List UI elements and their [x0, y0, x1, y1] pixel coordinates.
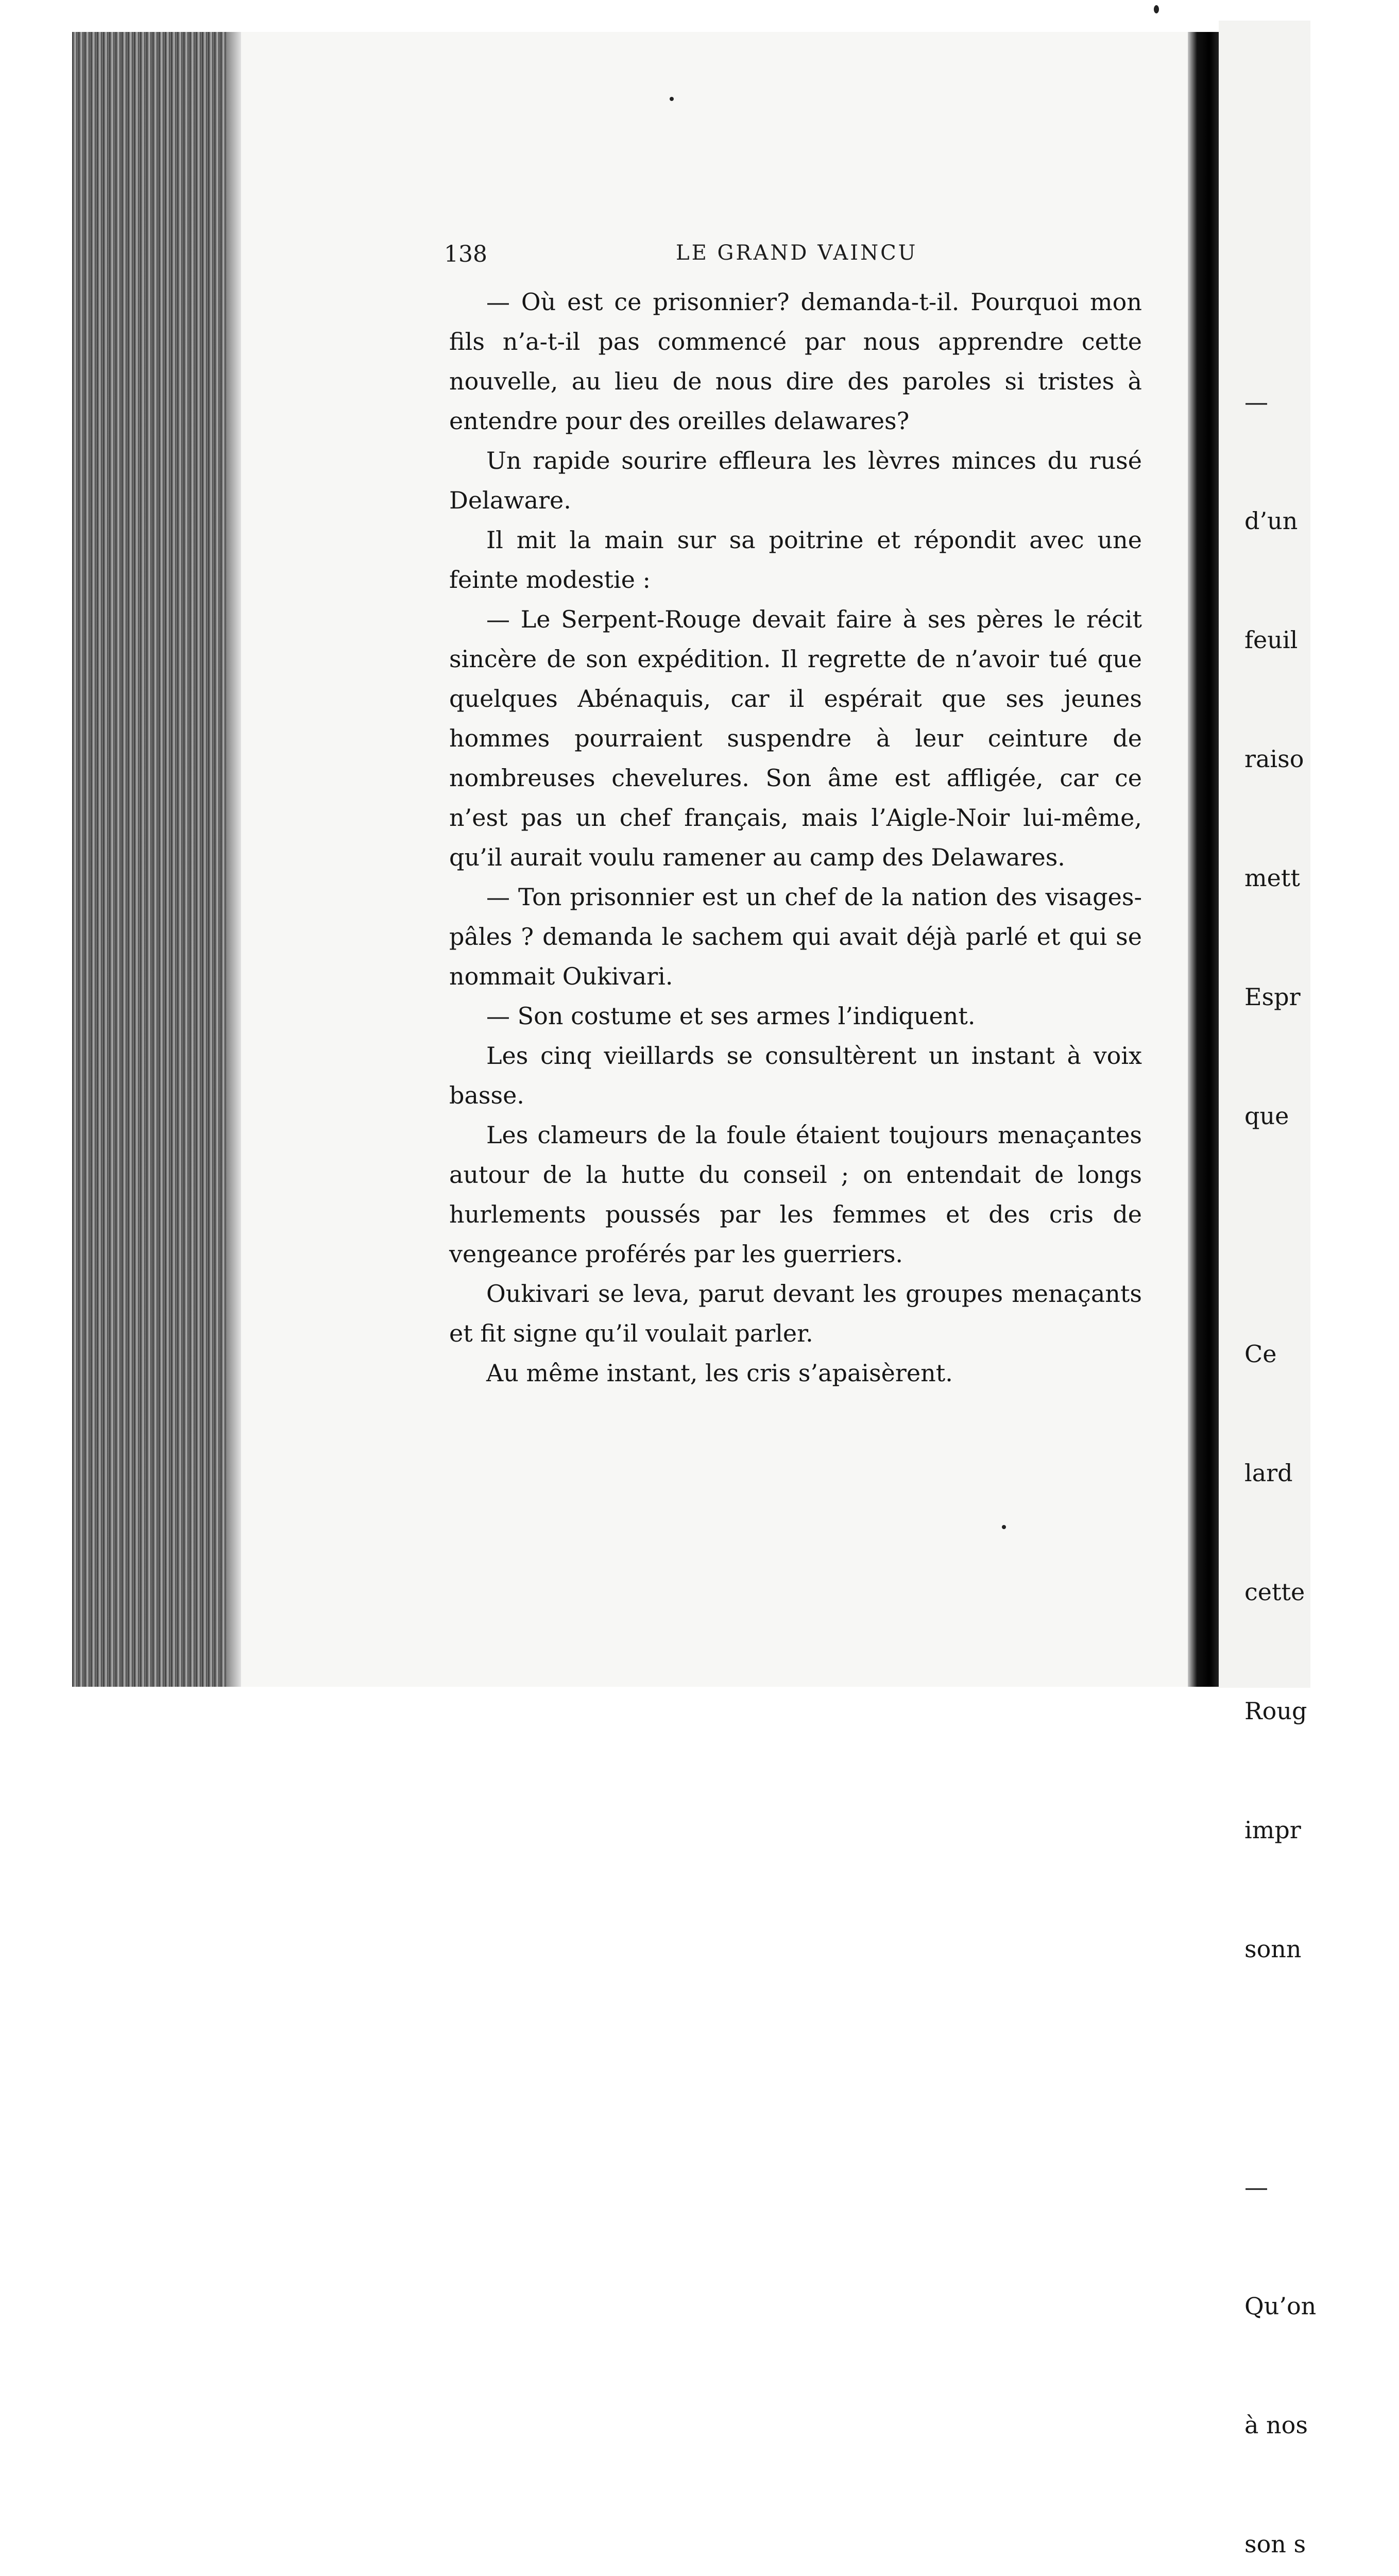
paragraph: — Son costume et ses armes l’indiquent. [486, 1002, 976, 1030]
facing-line: Espr [1244, 983, 1301, 1011]
scan-speck [1002, 1525, 1006, 1529]
facing-line: raiso [1244, 745, 1304, 773]
book-page-edges [72, 32, 237, 1687]
paragraph: — Où est ce prisonnier? demanda-t-il. Pourquoi mon fils n’a-t-il pas commencé par nous apprendre cette nouvelle, au lieu de nous dire des paroles si tristes à entendre pour des oreilles delawares? [449, 288, 1142, 435]
facing-line: que [1244, 1102, 1289, 1130]
facing-line: à nos [1244, 2411, 1308, 2439]
facing-page [1219, 21, 1317, 2558]
facing-line: Roug [1244, 1697, 1307, 1725]
facing-line [1244, 1215, 1399, 1255]
facing-line: lard [1244, 1459, 1293, 1487]
facing-line: d’un [1244, 507, 1298, 535]
facing-page-text [1244, 303, 1399, 2576]
paragraph: Un rapide sourire effleura les lèvres minces du rusé Delaware. [449, 447, 1142, 514]
facing-line: feuil [1244, 626, 1298, 654]
facing-line: son s [1244, 2530, 1306, 2558]
facing-line: cette [1244, 1578, 1305, 1606]
paragraph: Au même instant, les cris s’apaisèrent. [486, 1359, 953, 1387]
page-edge-shadow [227, 32, 242, 1687]
running-head [444, 241, 1155, 272]
facing-line: mett [1244, 864, 1300, 892]
facing-line: — [1244, 2173, 1268, 2201]
paragraph: Il mit la main sur sa poitrine et répondit avec une feinte modestie : [449, 526, 1142, 594]
facing-line: impr [1244, 1816, 1301, 1844]
facing-line: Ce [1244, 1340, 1277, 1368]
facing-line: sonn [1244, 1935, 1302, 1963]
running-head-title: LE GRAND VAINCU [676, 241, 918, 265]
scan-speck [670, 97, 674, 101]
facing-line [1244, 2048, 1399, 2088]
paragraph: Les clameurs de la foule étaient toujours menaçantes autour de la hutte du conseil ; on entendait de longs hurlements poussés par les femmes et des cris de vengeance proférés par les guerriers. [449, 1121, 1142, 1268]
paragraph: Oukivari se leva, parut devant les groupes menaçants et fit signe qu’il voulait parler. [449, 1280, 1142, 1347]
paragraph: Les cinq vieillards se consultèrent un instant à voix basse. [449, 1042, 1142, 1109]
book-spine-gutter [1188, 32, 1219, 1687]
facing-line: Qu’on [1244, 2292, 1317, 2320]
facing-line: — [1244, 388, 1268, 416]
scan-speck [1154, 5, 1159, 13]
body-text [449, 282, 1142, 1393]
paragraph: — Le Serpent-Rouge devait faire à ses pères le récit sincère de son expédition. Il regrette de n’avoir tué que quelques Abénaquis, car il espérait que ses jeunes hommes pourraient suspendre à leur ceinture de nombreuses chevelures. Son âme est affligée, car ce n’est pas un chef français, mais l’Aigle-Noir lui-même, qu’il aurait voulu ramener au camp des Delawares. [449, 605, 1142, 871]
page-number: 138 [444, 241, 487, 267]
paragraph: — Ton prisonnier est un chef de la nation des visages-pâles ? demanda le sachem qui avait déjà parlé et qui se nommait Oukivari. [449, 883, 1142, 990]
